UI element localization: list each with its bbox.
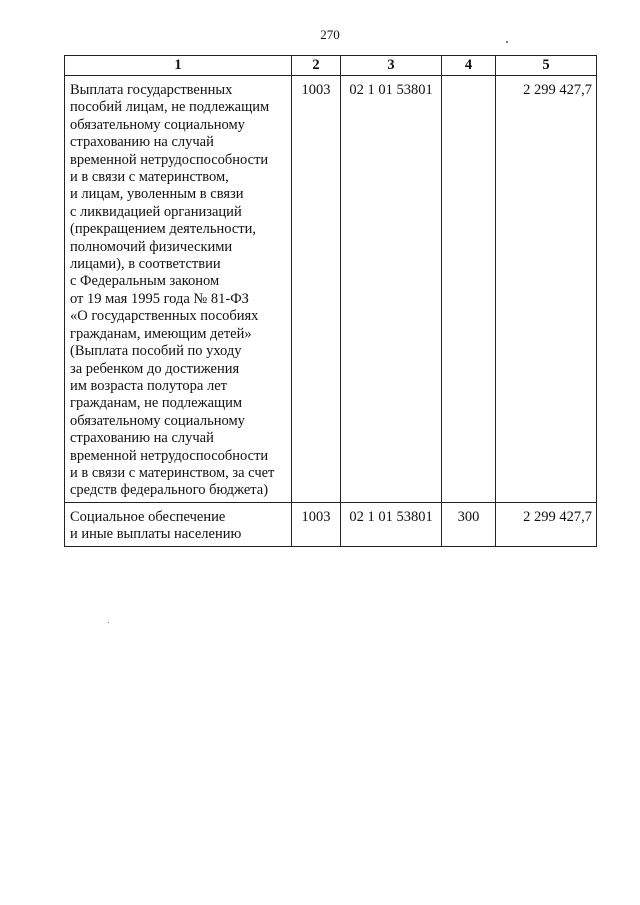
page-number: 270: [320, 27, 340, 42]
table-header-row: [65, 56, 597, 76]
scan-speck: [108, 622, 109, 623]
row-expense-type: [442, 76, 496, 503]
row-amount: 2 299 427,7: [496, 502, 597, 546]
budget-table: [64, 55, 597, 547]
row-description: Социальное обеспечение и иные выплаты населению: [65, 502, 292, 546]
row-section-code: 1003: [292, 502, 341, 546]
row-target-article: 02 1 01 53801: [341, 502, 442, 546]
table-row: [65, 502, 597, 546]
row-description: Выплата государственных пособий лицам, не подлежащим обязательному социальному страхованию на случай временной нетрудоспособности и в связи с материнством, и лицам, уволенным в связи с ликвидацией организаций (прекращением деятельности, полномочий физическими лицами), в соответствии с Федеральным законом от 19 мая 1995 года № 81-ФЗ «О государственных пособиях гражданам, имеющим детей» (Выплата пособий по уходу за ребенком до достижения им возраста полутора лет гражданам, не подлежащим обязательному социальному страхованию на случай временной нетрудоспособности и в связи с материнством, за счет средств федерального бюджета): [65, 76, 292, 503]
column-header: 5: [496, 56, 597, 76]
column-header: 3: [341, 56, 442, 76]
column-header: 2: [292, 56, 341, 76]
column-header: 4: [442, 56, 496, 76]
table-row: [65, 76, 597, 503]
row-section-code: 1003: [292, 76, 341, 503]
row-amount: 2 299 427,7: [496, 76, 597, 503]
row-target-article: 02 1 01 53801: [341, 76, 442, 503]
scan-speck: [506, 41, 508, 43]
column-header: 1: [65, 56, 292, 76]
row-expense-type: 300: [442, 502, 496, 546]
